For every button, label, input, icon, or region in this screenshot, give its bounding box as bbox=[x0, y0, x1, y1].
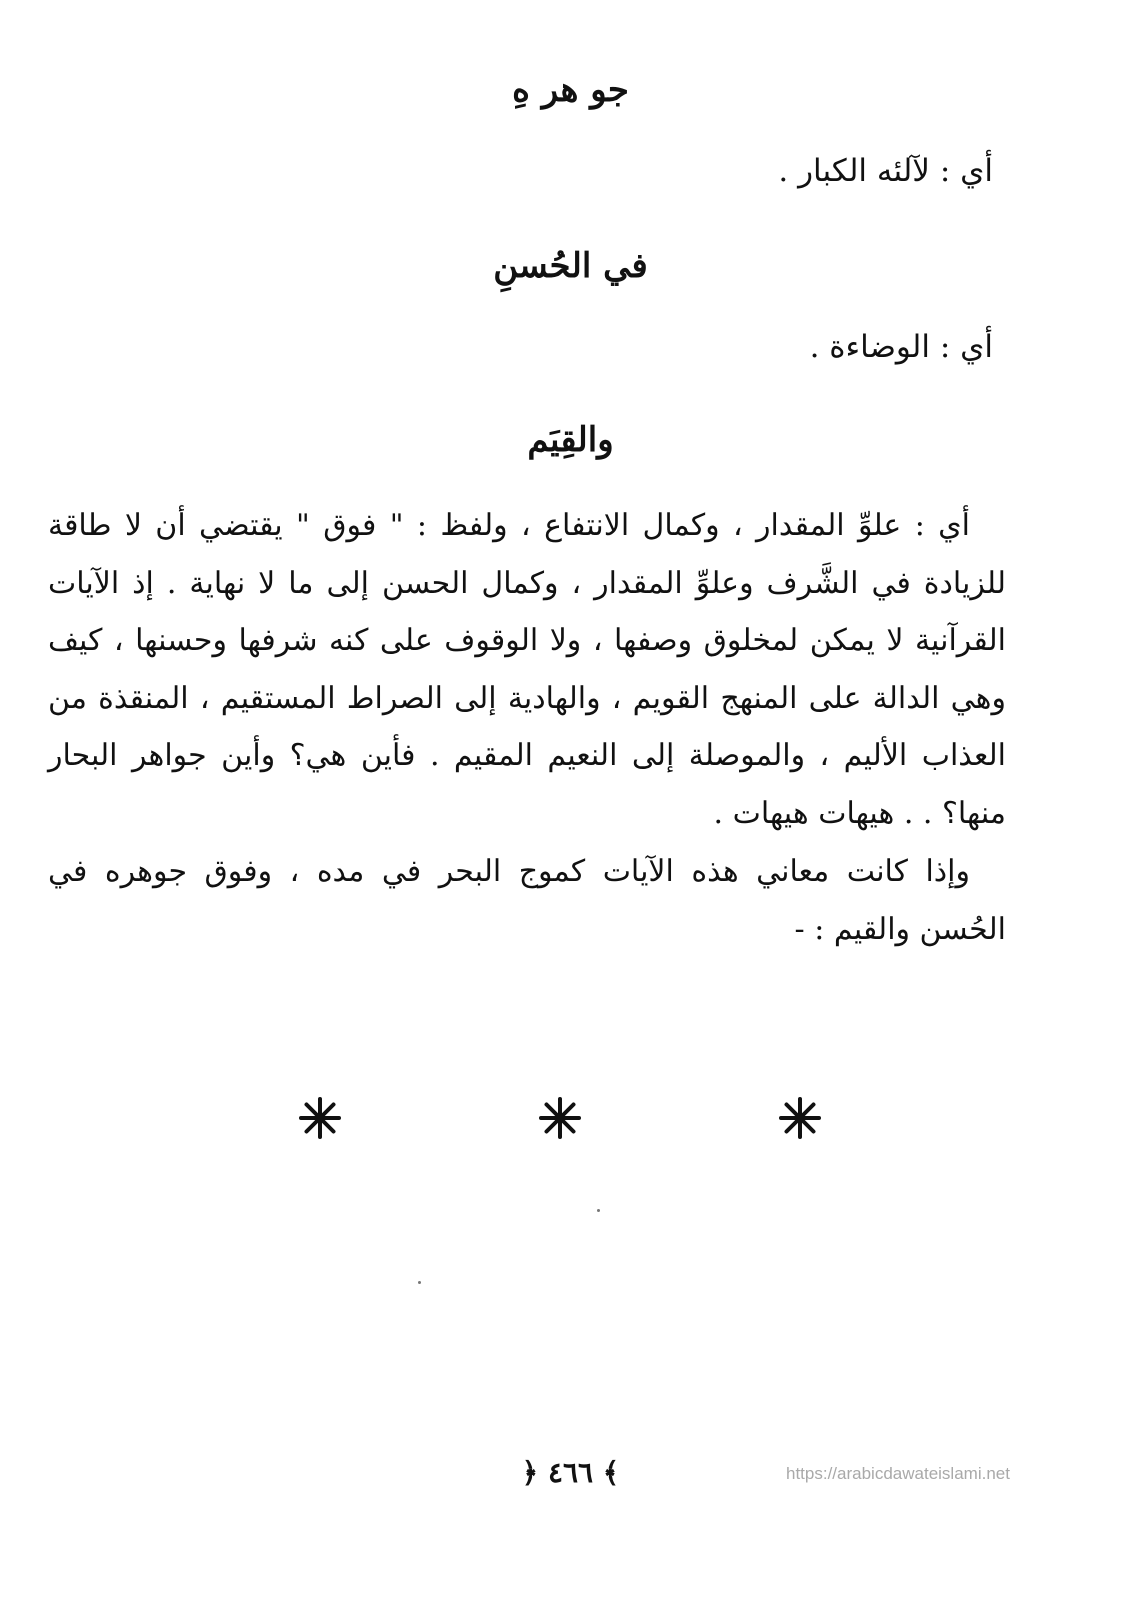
paragraph-conclusion: وإذا كانت معاني هذه الآيات كموج البحر في مده ، وفوق جوهره في الحُسن والقيم : - bbox=[48, 854, 1006, 947]
heading-walqiyam: والقِيَم bbox=[527, 420, 614, 460]
heading-jawharihi: جو هر هِ bbox=[512, 70, 629, 110]
scan-speck bbox=[597, 1209, 600, 1212]
asterisk-ornament-icon bbox=[296, 1094, 344, 1142]
watermark-url: https://arabicdawateislami.net bbox=[786, 1464, 1010, 1483]
page-number: ﴿ ٤٦٦ ﴾ bbox=[521, 1456, 620, 1489]
gloss-radiance: أي : الوضاءة . bbox=[809, 329, 993, 365]
paragraph-explanation: أي : علوِّ المقدار ، وكمال الانتفاع ، ولفظ : " فوق " يقتضي أن لا طاقة للزيادة في الشَّرف وعلوِّ المقدار ، وكمال الحسن إلى ما لا نهاية . إذ الآيات القرآنية لا يمكن لمخلوق وصفها ، ولا الوقوف على كنه شرفها وحسنها ، كيف وهي الدالة على المنهج القويم ، والهادية إلى الصراط المستقيم ، المنقذة من العذاب الأليم ، والموصلة إلى النعيم المقيم . فأين هي؟ وأين جواهر البحار منها؟ . . هيهات هيهات . bbox=[48, 508, 1006, 831]
section-divider-ornaments bbox=[290, 1094, 850, 1164]
asterisk-ornament-icon bbox=[776, 1094, 824, 1142]
scan-speck bbox=[418, 1281, 421, 1284]
gloss-pearls: أي : لآلئه الكبار . bbox=[778, 153, 993, 189]
heading-fi-alhusn: في الحُسنِ bbox=[493, 246, 648, 286]
asterisk-ornament-icon bbox=[536, 1094, 584, 1142]
